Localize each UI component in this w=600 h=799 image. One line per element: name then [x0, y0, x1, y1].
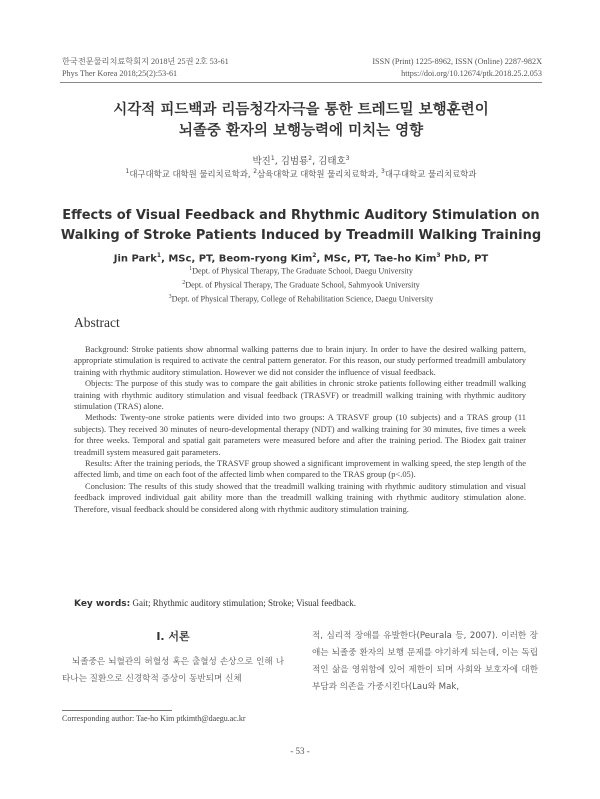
doi-link[interactable]: https://doi.org/10.12674/ptk.2018.25.2.053 [401, 69, 542, 78]
korean-title-line1: 시각적 피드백과 리듬청각자극을 통한 트레드밀 보행훈련이 [113, 102, 489, 118]
korean-affil-2: 삼육대학교 대학원 물리치료학과 [257, 169, 376, 179]
korean-author-3: 김태호 [318, 156, 346, 167]
english-author-3: Tae-ho Kim [374, 253, 437, 265]
header-divider [60, 82, 542, 83]
page-number: - 53 - [290, 746, 310, 756]
issn-line: ISSN (Print) 1225-8962, ISSN (Online) 2287-982X [372, 57, 542, 66]
corresponding-author-footnote: Corresponding author: Tae-ho Kim ptkimth@daegu.ac.kr [62, 714, 246, 723]
affil-3-text: Dept. of Physical Therapy, College of Rehabilitation Science, Daegu University [171, 294, 434, 304]
journal-citation-korean: 한국전문물리치료학회지 2018년 25권 2호 53-61 [62, 57, 229, 66]
abstract-background: Background: Stroke patients show abnormal walking patterns due to brain injury. In order to have the desired walking pattern, appropriate stimulation is required to activate the central pattern generator. For this reason, our study performed treadmill ambulatory training with rhythmic auditory stimulation. However we did not consider the influence of visual feedback. [74, 344, 526, 377]
intro-right-paragraph: 적, 심리적 장애를 유발한다(Peurala 등, 2007). 이러한 장애는 뇌졸중 환자의 보행 문제를 야기하게 되는데, 이는 독립적인 삶을 영위함에 있어 제한이 되며 사회와 보호자에 대한 부담과 의존을 가중시킨다(Lau와 Mak, [312, 631, 538, 692]
journal-citation-english: Phys Ther Korea 2018;25(2):53-61 [62, 69, 178, 78]
abstract-heading: Abstract [74, 315, 120, 330]
korean-authors: 박진$^1$, 김범룡$^2$, 김태호$^3$ [252, 154, 350, 167]
english-title-line2: Walking of Stroke Patients Induced by Treadmill Walking Training [60, 228, 542, 243]
keywords-text: Gait; Rhythmic auditory stimulation; Stroke; Visual feedback. [132, 598, 357, 608]
author-3-degree: PhD, PT [440, 253, 489, 265]
korean-title [60, 100, 542, 142]
keywords [74, 598, 526, 609]
abstract-conclusion: Conclusion: The results of this study showed that the treadmill walking training with rhythmic auditory stimulation and visual feedback improved individual gait ability more than the treadmill walking training with rhythmic auditory stimulation alone. Therefore, visual feedback should be considered along with rhythmic auditory stimulation training. [74, 480, 526, 514]
author-2-degree: , MSc, PT, [316, 253, 375, 265]
english-author-2: Beom-ryong Kim [218, 253, 313, 265]
affil-1-text: Dept. of Physical Therapy, The Graduate School, Daegu University [192, 266, 413, 276]
right-column [312, 628, 538, 696]
author-1-degree: , MSc, PT, [161, 253, 219, 265]
left-column [62, 628, 284, 688]
korean-title-line2: 뇌졸중 환자의 보행능력에 미치는 영향 [178, 123, 424, 139]
english-authors: Jin Park$^1$, MSc, PT, Beom-ryong Kim$^2$, MSc, PT, Tae-ho Kim$^3$ PhD, PT [113, 252, 489, 265]
korean-affil-3: 대구대학교 물리치료학과 [384, 169, 477, 179]
english-affiliation-1: $^1$Dept. of Physical Therapy, The Graduate School, Daegu University [189, 266, 413, 276]
abstract-methods: Methods: Twenty-one stroke patients were divided into two groups: A TRASVF group (10 subjects) and a TRAS group (11 subjects). They received 30 minutes of neuro-developmental therapy (NDT) and walking training for 30 minutes, five times a week for three weeks. Temporal and spatial gait parameters were measured before and after the training period. The Biodex gait trainer treadmill system measured gait parameters. [74, 412, 526, 457]
korean-affiliations: $^1$대구대학교 대학원 물리치료학과, $^2$삼육대학교 대학원 물리치료학과, $^3$대구대학교 물리치료학과 [125, 168, 477, 179]
abstract-objects: Objects: The purpose of this study was to compare the gait abilities in chronic stroke patients following either treadmill walking training with rhythmic auditory stimulation and visual feedback (TRASVF) or treadmill walking training with rhythmic auditory stimulation (TRAS) alone. [74, 378, 526, 412]
intro-left-paragraph: 뇌졸중은 뇌혈관의 허혈성 혹은 출혈성 손상으로 인해 나타나는 질환으로 신경학적 증상이 동반되며 신체 [62, 657, 284, 684]
english-title-line1: Effects of Visual Feedback and Rhythmic Auditory Stimulation on [62, 208, 540, 223]
journal-header-right [372, 56, 542, 80]
footnote-divider [62, 710, 172, 711]
abstract-results: Results: After the training periods, the TRASVF group showed a significant improvement in walking speed, the step length of the affected limb, and time on each foot of the affected limb when compared to the TRAS group (p<.05). [74, 458, 526, 480]
korean-affil-1: 대구대학교 대학원 물리치료학과 [129, 169, 248, 179]
affil-2-text: Dept. of Physical Therapy, The Graduate School, Sahmyook University [185, 280, 420, 290]
english-title [60, 206, 542, 246]
korean-author-2: 김범룡 [280, 156, 309, 167]
intro-heading: Ⅰ. 서론 [156, 630, 190, 643]
abstract-body [74, 344, 526, 515]
keywords-label: Key words: [74, 599, 131, 609]
korean-author-1: 박진 [252, 156, 271, 167]
journal-header-left [62, 56, 229, 80]
english-affiliation-3: $^3$Dept. of Physical Therapy, College of Rehabilitation Science, Daegu University [168, 294, 434, 304]
english-author-1: Jin Park [113, 253, 157, 265]
english-affiliation-2: $^2$Dept. of Physical Therapy, The Graduate School, Sahmyook University [182, 280, 420, 290]
